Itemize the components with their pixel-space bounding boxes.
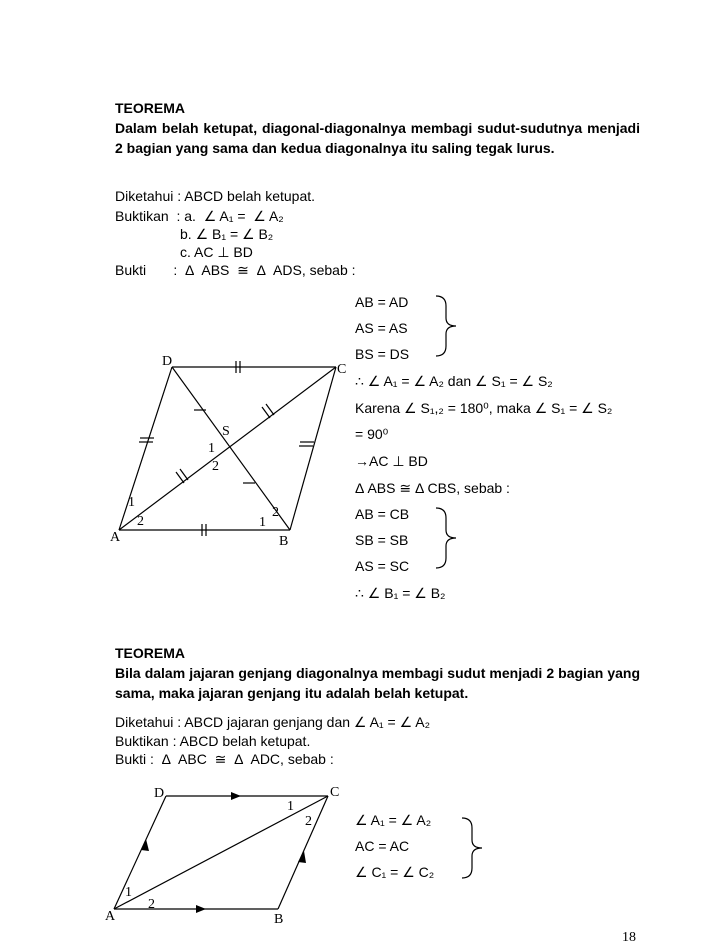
angle-label-a1: 1 <box>125 885 132 900</box>
parallel-arrow-icon <box>231 792 241 800</box>
angle-label-b1: 1 <box>259 515 266 530</box>
proof-line: SB = SB <box>355 532 409 548</box>
section2-heading: TEOREMA <box>115 645 185 661</box>
proof-line: ∠ C₁ = ∠ C₂ <box>355 864 435 880</box>
section2-proof-head: Bukti : Δ ABC ≅ Δ ADC, sebab : <box>115 751 334 767</box>
proof-line: Δ ABS ≅ Δ CBS, sebab : <box>355 480 510 496</box>
proof-line: = 90⁰ <box>355 426 389 442</box>
proof-line: AB = AD <box>355 294 409 310</box>
proof-line: BS = DS <box>355 346 410 362</box>
proof-line: ∠ A₁ = ∠ A₂ <box>355 812 432 828</box>
proof-line: AC = AC <box>355 838 410 854</box>
vertex-label-c: C <box>330 785 340 800</box>
page-number: 18 <box>622 930 636 945</box>
angle-label-a2: 2 <box>148 897 155 912</box>
proof-line: ∴ ∠ B₁ = ∠ B₂ <box>355 585 446 601</box>
vertex-label-d: D <box>154 786 165 801</box>
parallel-arrow-icon <box>196 905 206 913</box>
proof-line: →AC ⊥ BD <box>355 453 428 469</box>
section1-statement: Dalam belah ketupat, diagonal-diagonalnya membagi sudut-sudutnya menjadi 2 bagian yang sama dan kedua diagonalnya itu saling tegak lurus. <box>115 120 640 156</box>
proof-line: Karena ∠ S₁,₂ = 180⁰, maka ∠ S₁ = ∠ S₂ <box>355 400 613 416</box>
proof-line: AS = SC <box>355 558 410 574</box>
vertex-label-a: A <box>110 530 121 545</box>
angle-label-b2: 2 <box>272 505 279 520</box>
section1-prove-b: b. ∠ B₁ = ∠ B₂ <box>180 226 274 242</box>
parallel-arrow-icon <box>298 851 306 863</box>
vertex-label-b: B <box>279 534 289 549</box>
vertex-label-c: C <box>337 362 347 377</box>
center-label-s: S <box>222 424 230 439</box>
angle-label-c2: 2 <box>305 814 312 829</box>
proof-line: ∴ ∠ A₁ = ∠ A₂ dan ∠ S₁ = ∠ S₂ <box>355 373 553 389</box>
angle-label-c1: 1 <box>287 799 294 814</box>
section2-statement: Bila dalam jajaran genjang diagonalnya membagi sudut menjadi 2 bagian yang sama, maka jajaran genjang itu adalah belah ketupat. <box>115 665 640 701</box>
vertex-label-d: D <box>162 354 173 369</box>
angle-label-s2: 2 <box>212 459 219 474</box>
section2-prove: Buktikan : ABCD belah ketupat. <box>115 733 311 749</box>
vertex-label-b: B <box>274 912 284 927</box>
vertex-label-a: A <box>105 909 116 924</box>
proof-line: AB = CB <box>355 506 410 522</box>
section2-given: Diketahui : ABCD jajaran genjang dan ∠ A₁ = ∠ A₂ <box>115 714 431 730</box>
section1-proof-head: Bukti : Δ ABS ≅ Δ ADS, sebab : <box>115 262 356 278</box>
proof-line: AS = AS <box>355 320 408 336</box>
angle-label-a2: 2 <box>137 514 144 529</box>
section1-given: Diketahui : ABCD belah ketupat. <box>115 188 316 204</box>
angle-label-a1: 1 <box>128 495 135 510</box>
section1-heading: TEOREMA <box>115 100 185 116</box>
section1-prove-a: Buktikan : a. ∠ A₁ = ∠ A₂ <box>115 208 284 224</box>
section1-prove-c: c. AC ⊥ BD <box>180 244 253 260</box>
angle-label-s1: 1 <box>208 441 215 456</box>
